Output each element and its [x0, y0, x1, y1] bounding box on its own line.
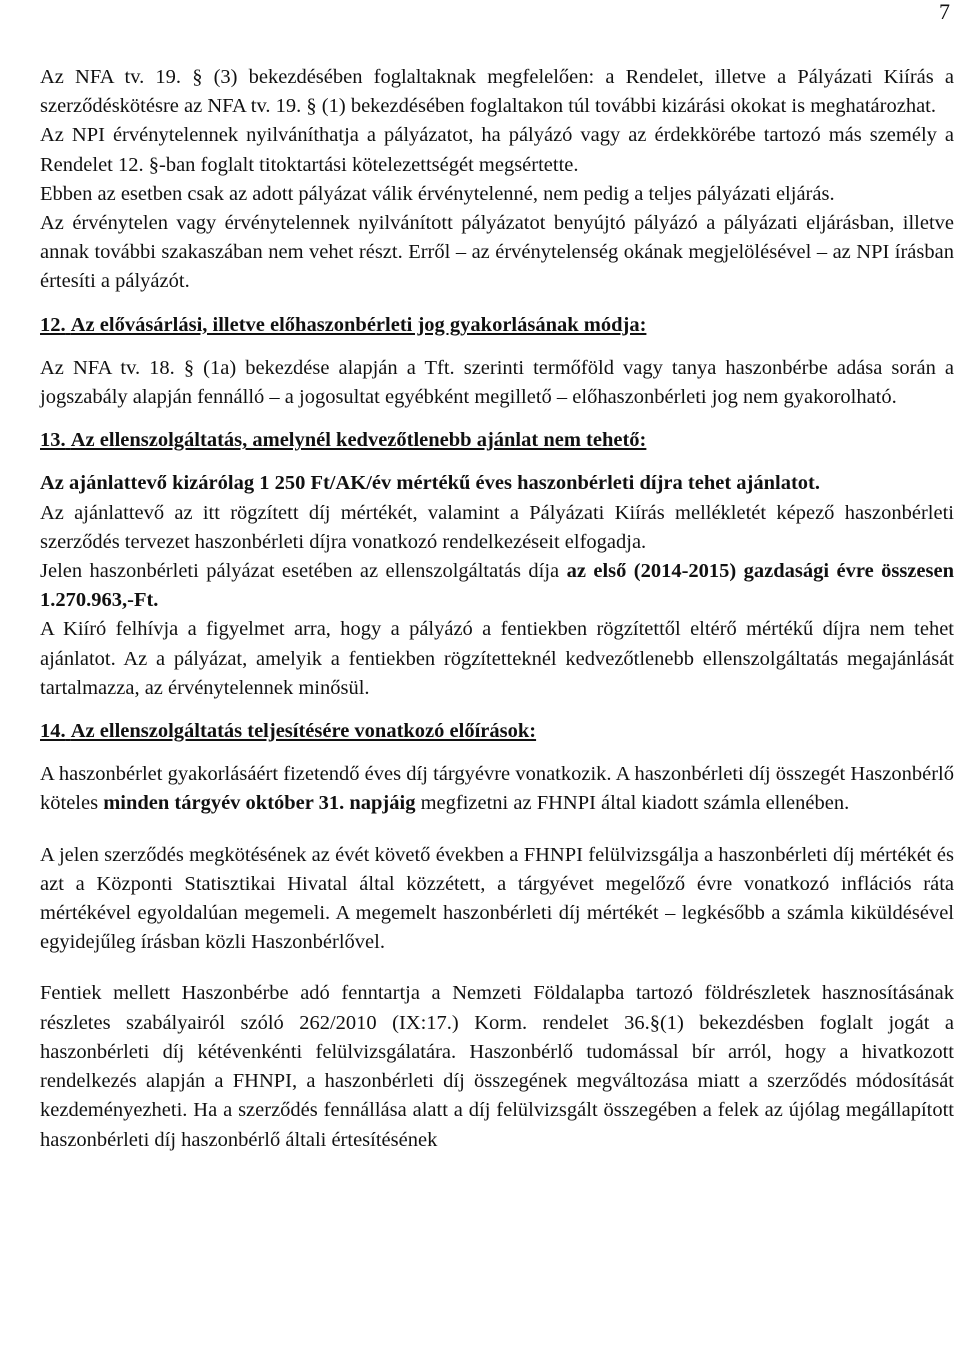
section-14-paragraph-1 — [40, 760, 954, 818]
bid-requirement: Az ajánlattevő kizárólag 1 250 Ft/AK/év mértékű éves haszonbérleti díjra tehet ajánlatot. — [40, 472, 820, 495]
payment-text-end: megfizetni az FHNPI által kiadott számla ellenében. — [415, 792, 850, 815]
section-12-number: 12. — [40, 313, 66, 336]
section-13-number: 13. — [40, 429, 66, 452]
section-12-heading — [40, 311, 954, 340]
fee-amount: az első (2014-2015) gazdasági évre összesen 1.270.963,-Ft. — [40, 560, 954, 612]
intro-paragraph-2: Az NPI érvénytelennek nyilváníthatja a pályázatot, ha pályázó vagy az érdekkörébe tartozó más személy a Rendelet 12. §-ban foglalt titoktartási kötelezettségét megsértette. — [40, 124, 954, 176]
section-14-title: Az ellenszolgáltatás teljesítésére vonatkozó előírások: — [70, 720, 537, 743]
section-13-heading — [40, 426, 954, 455]
section-13-bold-paragraph — [40, 469, 954, 498]
intro-paragraph-1: Az NFA tv. 19. § (3) bekezdésében foglaltaknak megfelelően: a Rendelet, illetve a Pályázati Kiírás a szerződéskötésre az NFA tv. 19. § (1) bekezdésében foglaltakon túl további kizárási okokat is meghatározhat. — [40, 66, 954, 118]
section-13-paragraph-3 — [40, 557, 954, 615]
payment-deadline: minden tárgyév október 31. napjáig — [103, 792, 416, 815]
payment-text-start: A haszonbérlet gyakorlásáért fizetendő éves díj tárgyévre vonatkozik. A haszonbérleti díj összegét Haszonbérlő köteles — [40, 763, 954, 815]
section-13-paragraph-2: Az ajánlattevő az itt rögzített díj mértékét, valamint a Pályázati Kiírás mellékletét képező haszonbérleti szerződés tervezet haszonbérleti díjra vonatkozó rendelkezéseit elfogadja. — [40, 501, 954, 553]
section-14-paragraph-2: A jelen szerződés megkötésének az évét követő években a FHNPI felülvizsgálja a haszonbérleti díj mértékét és azt a Központi Statisztikai Hivatal által közzétett, a tárgyévet megelőző évre vonatkozó inflációs ráta mértékével egyoldalúan megemeli. A megemelt haszonbérleti díj mértékét – legkésőbb a számla kiküldésével egyidejűleg írásban közli Haszonbérlővel. — [40, 843, 954, 954]
page-number: 7 — [939, 0, 950, 24]
section-13-paragraph-4: A Kiíró felhívja a figyelmet arra, hogy a pályázó a fentiekben rögzítettől eltérő mértékű díjra nem tehet ajánlatot. Az a pályázat, amelyik a fentiekben rögzítetteknél kedvezőtlenebb ellenszolgáltatás megajánlását tartalmazza, az érvénytelennek minősül. — [40, 618, 954, 699]
section-13-title: Az ellenszolgáltatás, amelynél kedvezőtlenebb ajánlat nem tehető: — [70, 429, 647, 452]
intro-paragraph-3: Ebben az esetben csak az adott pályázat válik érvénytelenné, nem pedig a teljes pályázati eljárás. — [40, 182, 835, 205]
section-14-paragraph-3: Fentiek mellett Haszonbérbe adó fenntartja a Nemzeti Földalapba tartozó földrészletek hasznosításának részletes szabályairól szóló 262/2010 (IX:17.) Korm. rendelet 36.§(1) bekezdésben foglalt jogát a haszonbérleti díj kétévenkénti felülvizsgálatára. Haszonbérlő tudomással bír arról, hogy a hivatkozott rendelkezés alapján a FHNPI, a haszonbérleti díj összegének megváltozása miatt a szerződés módosítását kezdeményezheti. Ha a szerződés fennállása alatt a díj felülvizsgált összegében a felek az újólag megállapított haszonbérleti díj haszonbérlő általi értesítésének — [40, 982, 954, 1151]
section-12-title: Az elővásárlási, illetve előhaszonbérleti jog gyakorlásának módja: — [70, 313, 647, 336]
section-14-number: 14. — [40, 720, 66, 743]
fee-intro-text: Jelen haszonbérleti pályázat esetében az ellenszolgáltatás díja — [40, 560, 567, 583]
intro-paragraph-4: Az érvénytelen vagy érvénytelennek nyilvánított pályázatot benyújtó pályázó a pályázati eljárásban, illetve annak további szakaszában nem vehet részt. Erről – az érvénytelenség okának megjelölésével – az NPI írásban értesíti a pályázót. — [40, 212, 954, 293]
document-body — [40, 63, 954, 1155]
section-14-heading — [40, 717, 954, 746]
section-12-paragraph: Az NFA tv. 18. § (1a) bekezdése alapján a Tft. szerinti termőföld vagy tanya haszonbérbe adása során a jogszabály alapján fennálló – a jogosultat egyébként megillető – előhaszonbérleti jog nem gyakorolható. — [40, 356, 954, 409]
